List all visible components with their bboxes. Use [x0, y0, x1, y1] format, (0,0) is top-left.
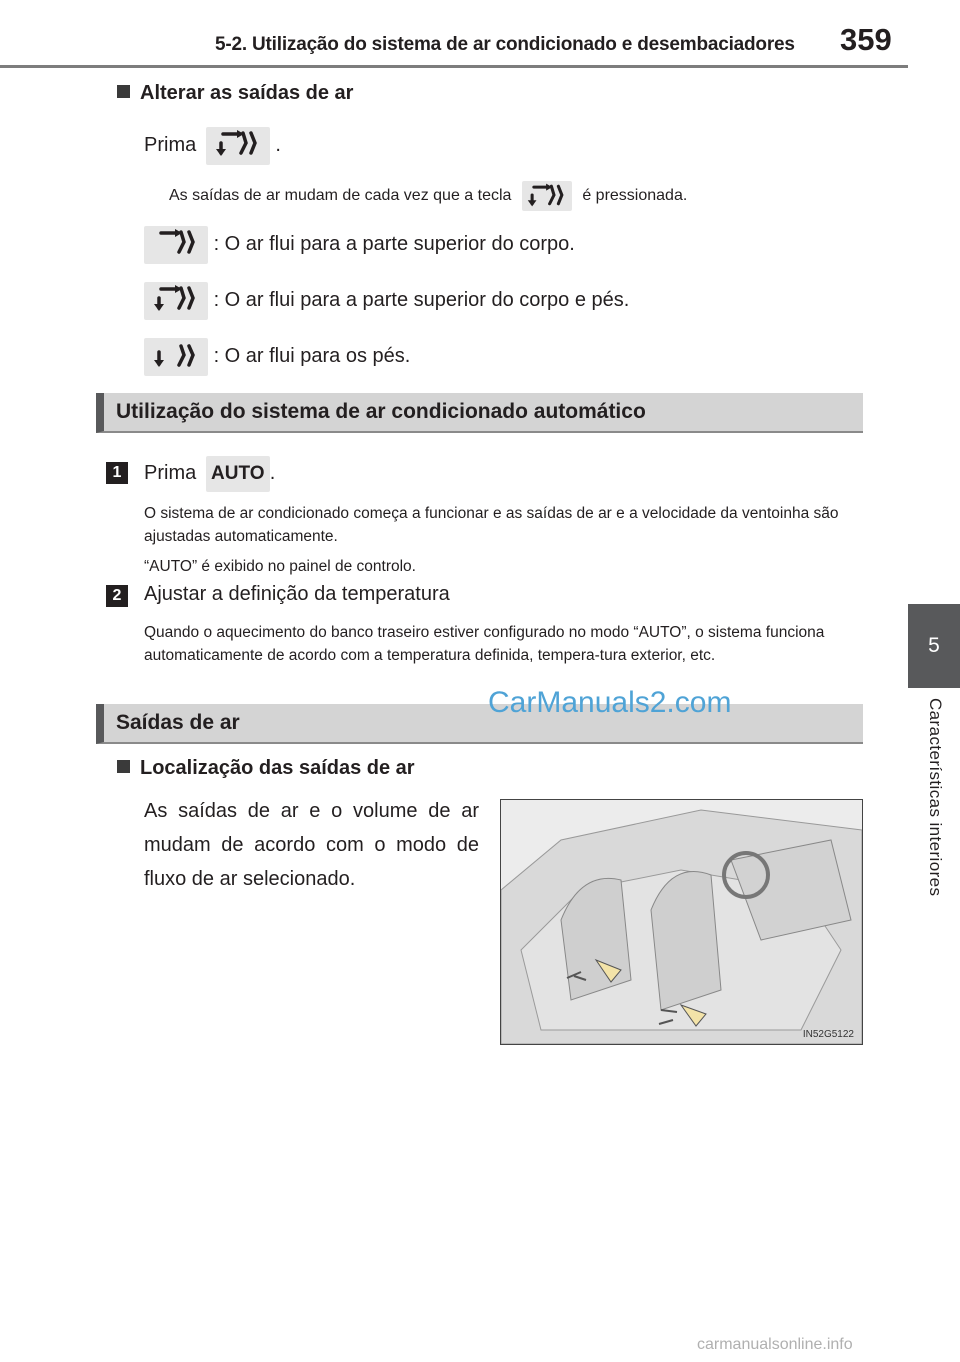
mode-upper-body: : O ar flui para a parte superior do corpo.: [144, 224, 575, 264]
step-2-description: Quando o aquecimento do banco traseiro estiver configurado no modo “AUTO”, o sistema funciona automaticamente de acordo com a temperatura definida, tempera-tura exterior, etc.: [144, 624, 825, 664]
chapter-tab: [908, 604, 960, 688]
header-rule: [0, 65, 908, 68]
airflow-feet-icon: [144, 338, 208, 376]
watermark-text: CarManuals2.com: [488, 686, 732, 719]
mode-upper-body-feet: : O ar flui para a parte superior do corpo e pés.: [144, 280, 629, 320]
step-1-title: Prima AUTO .: [144, 453, 275, 493]
airflow-upper-body-icon: [144, 226, 208, 264]
step-number-1: 1: [106, 462, 128, 484]
chapter-number: 5: [928, 634, 940, 657]
chapter-title: Características interiores: [926, 698, 945, 897]
step-number-2: 2: [106, 585, 128, 607]
outlets-location-heading: Localização das saídas de ar: [117, 757, 415, 780]
outlets-section-header: Saídas de ar: [96, 704, 863, 744]
step-1-note: “AUTO” é exibido no painel de controlo.: [144, 558, 416, 575]
page-number: 359: [840, 22, 892, 57]
airflow-mode-button-icon: [206, 127, 270, 165]
auto-button-icon: AUTO: [206, 456, 270, 492]
square-bullet-icon: [117, 85, 130, 98]
mode-feet: : O ar flui para os pés.: [144, 336, 410, 376]
change-outlets-note: As saídas de ar mudam de cada vez que a tecla é pressionada.: [169, 180, 687, 212]
airflow-upper-body-feet-icon: [144, 282, 208, 320]
step-1-description: O sistema de ar condicionado começa a funcionar e as saídas de ar e a velocidade da ventoinha são ajustadas automaticamente.: [144, 505, 839, 545]
auto-section-header: Utilização do sistema de ar condicionado automático: [96, 393, 863, 433]
footer-watermark: carmanualsonline.info: [697, 1336, 853, 1353]
airflow-mode-button-icon: [522, 181, 572, 211]
section-title: 5-2. Utilização do sistema de ar condicionado e desembaciadores: [215, 34, 795, 55]
change-outlets-heading: Alterar as saídas de ar: [117, 82, 353, 105]
square-bullet-icon: [117, 760, 130, 773]
car-interior-illustration: [500, 799, 863, 1045]
step-2-title: Ajustar a definição da temperatura: [144, 583, 450, 605]
figure-code: IN52G5122: [802, 1029, 854, 1040]
outlets-body-text: As saídas de ar e o volume de ar mudam de acordo com o modo de fluxo de ar selecionado.: [144, 800, 479, 890]
press-instruction: Prima .: [144, 124, 281, 166]
